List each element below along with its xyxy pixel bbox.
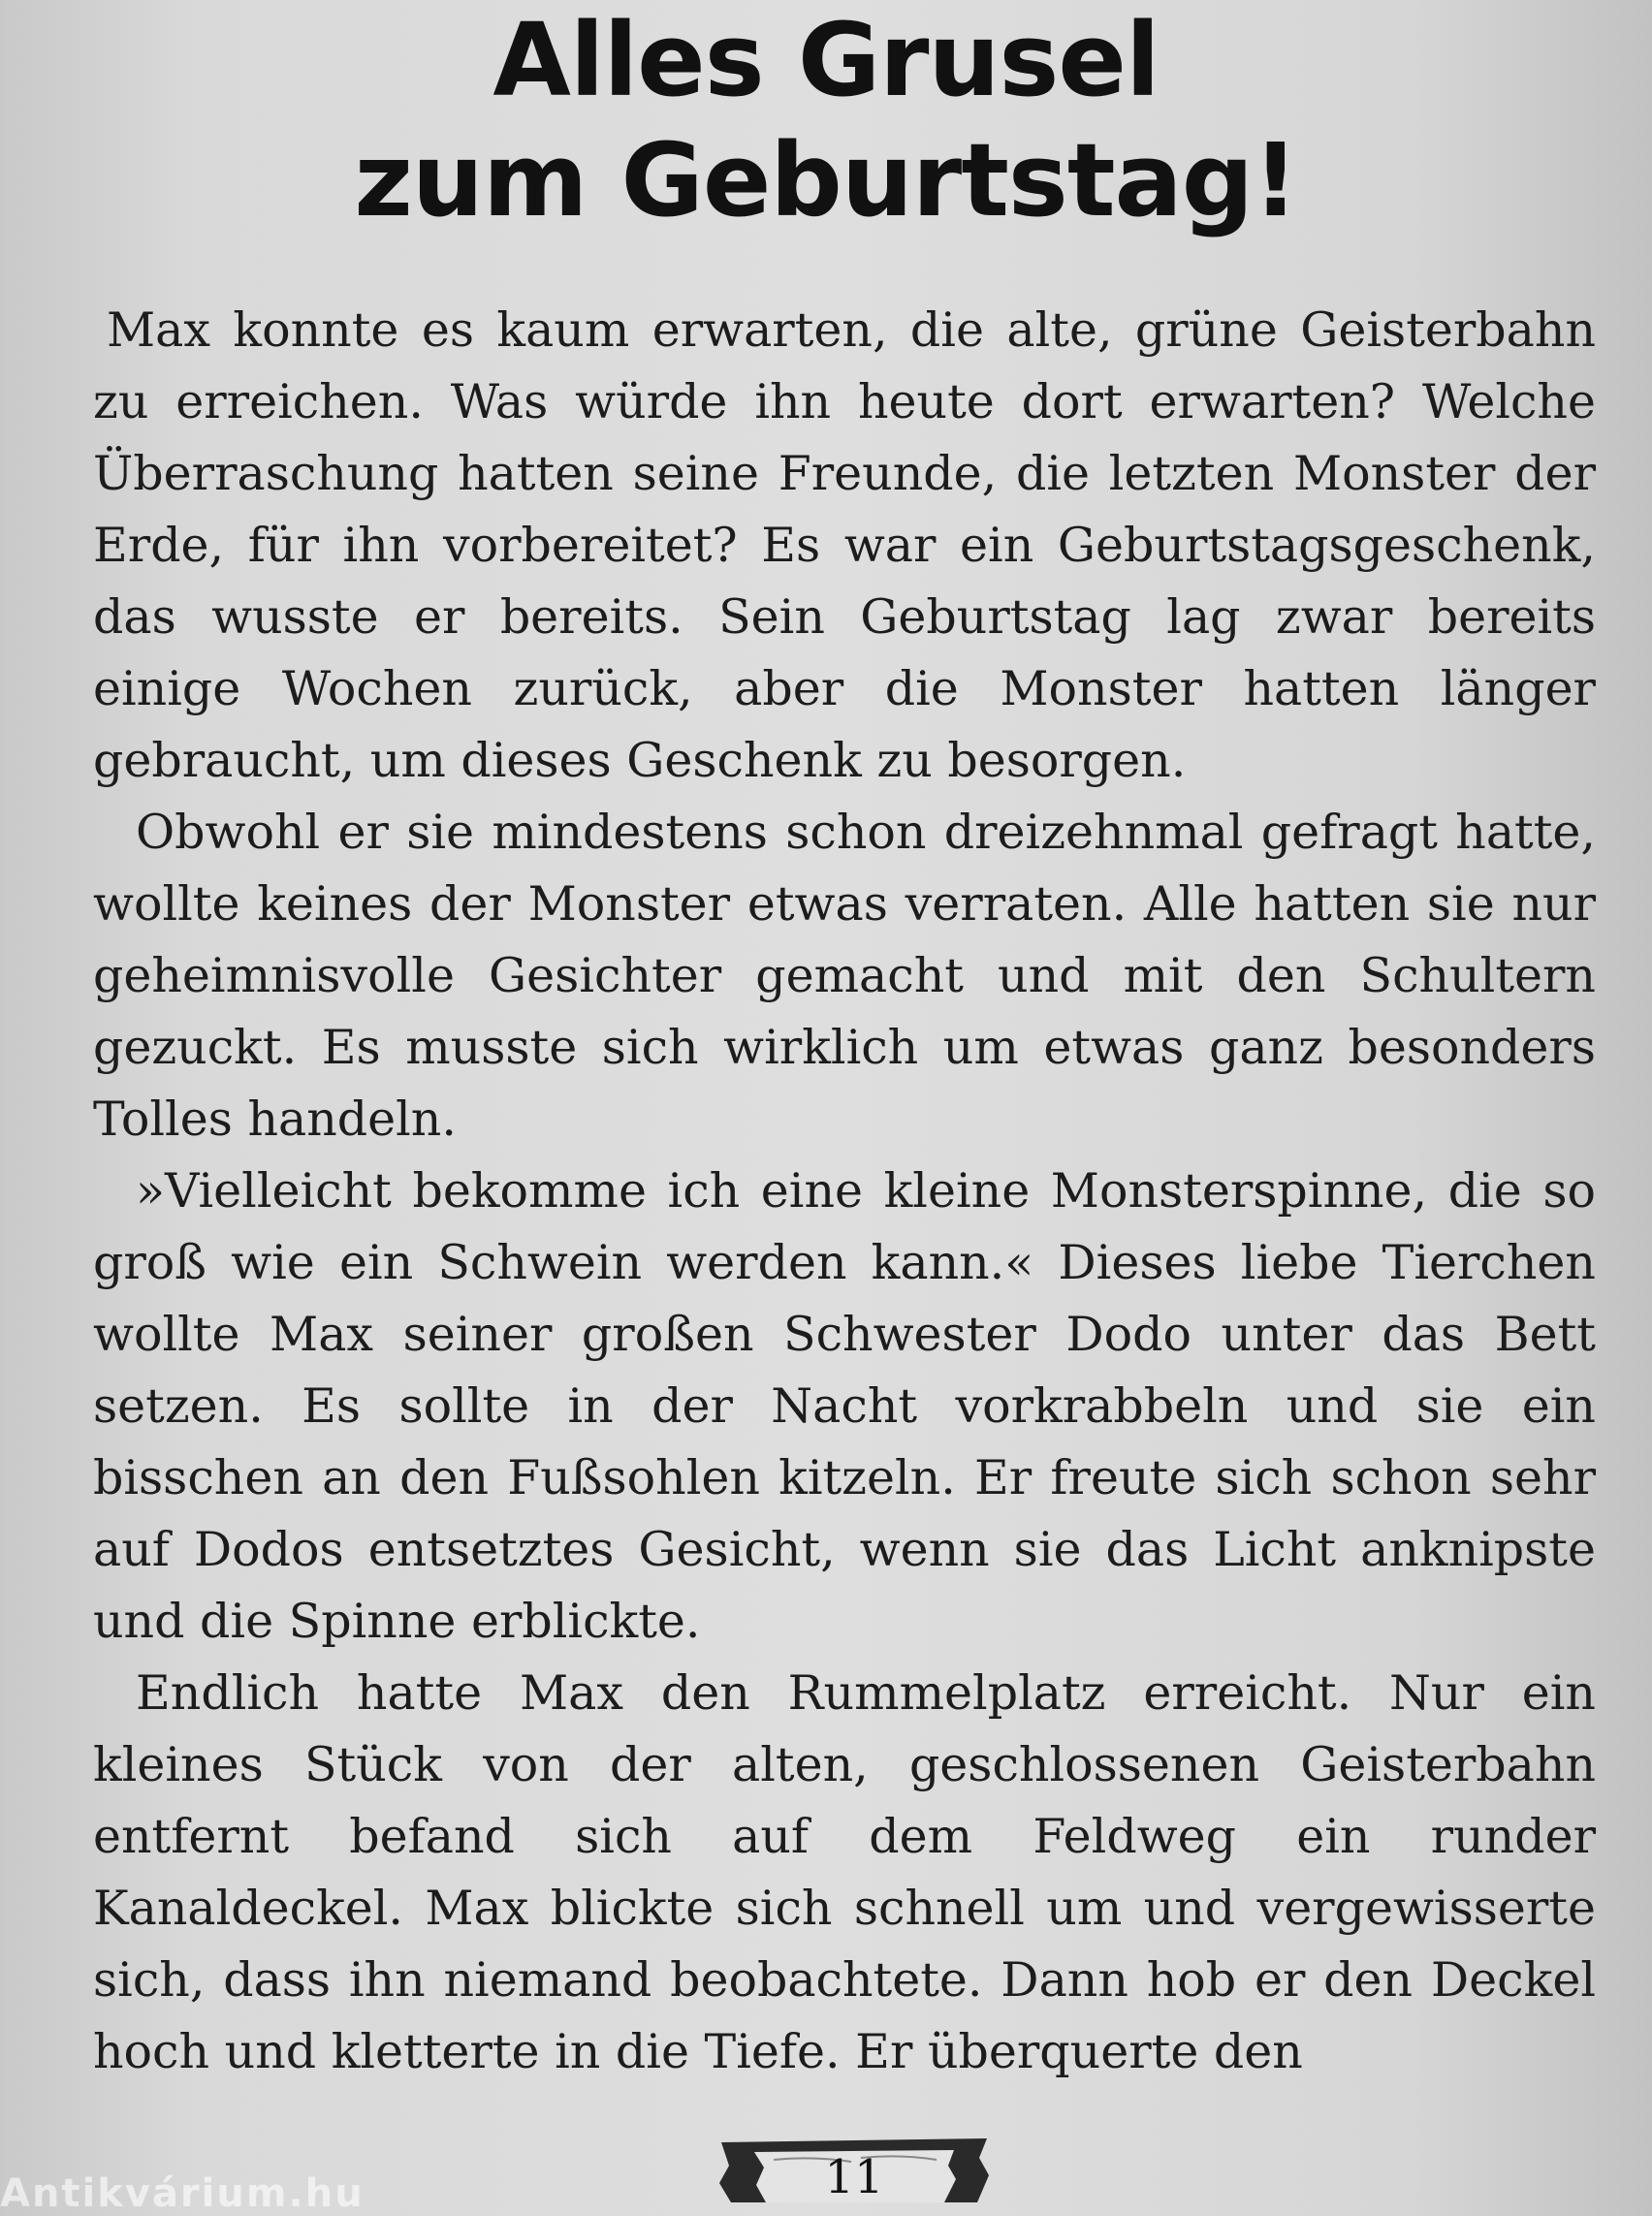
paragraph-3: »Vielleicht bekomme ich eine kleine Monsterspinne, die so groß wie ein Schwein werden kann.« Dieses liebe Tierchen wollte Max seiner großen Schwester Dodo unter das Bett setzen. Es sollte in der Nacht vorkrabbeln und sie ein bisschen an den Fußsohlen kitzeln. Er freute sich schon sehr auf Dodos entsetztes Gesicht, wenn sie das Licht anknipste und die Spinne erblickte. (93, 1163, 1596, 1649)
paragraph-1: Max konnte es kaum erwarten, die alte, grüne Geisterbahn zu erreichen. Was würde ihn heute dort erwarten? Welche Überraschung hatten seine Freunde, die letzten Monster der Erde, für ihn vorbereitet? Es war ein Geburtstagsgeschenk, das wusste er bereits. Sein Geburtstag lag zwar bereits einige Wochen zurück, aber die Monster hatten länger gebraucht, um dieses Geschenk zu besorgen. (93, 302, 1596, 788)
chapter-body (93, 295, 1596, 2088)
page-number: 11 (824, 2150, 884, 2204)
watermark: Antikvárium.hu (0, 2171, 365, 2216)
chapter-title-line-2: zum Geburtstag! (354, 121, 1298, 239)
paragraph-4: Endlich hatte Max den Rummelplatz erreicht. Nur ein kleines Stück von der alten, geschlossenen Geisterbahn entfernt befand sich auf dem Feldweg ein runder Kanaldeckel. Max blickte sich schnell um und vergewisserte sich, dass ihn niemand beobachtete. Dann hob er den Deckel hoch und kletterte in die Tiefe. Er überquerte den (93, 1665, 1596, 2079)
chapter-title (0, 0, 1652, 240)
chapter-title-line-1: Alles Grusel (492, 1, 1160, 119)
page-number-banner (715, 2137, 993, 2202)
paragraph-2: Obwohl er sie mindestens schon dreizehnmal gefragt hatte, wollte keines der Monster etwas verraten. Alle hatten sie nur geheimnisvolle Gesichter gemacht und mit den Schultern gezuckt. Es musste sich wirklich um etwas ganz besonders Tolles handeln. (93, 805, 1596, 1147)
